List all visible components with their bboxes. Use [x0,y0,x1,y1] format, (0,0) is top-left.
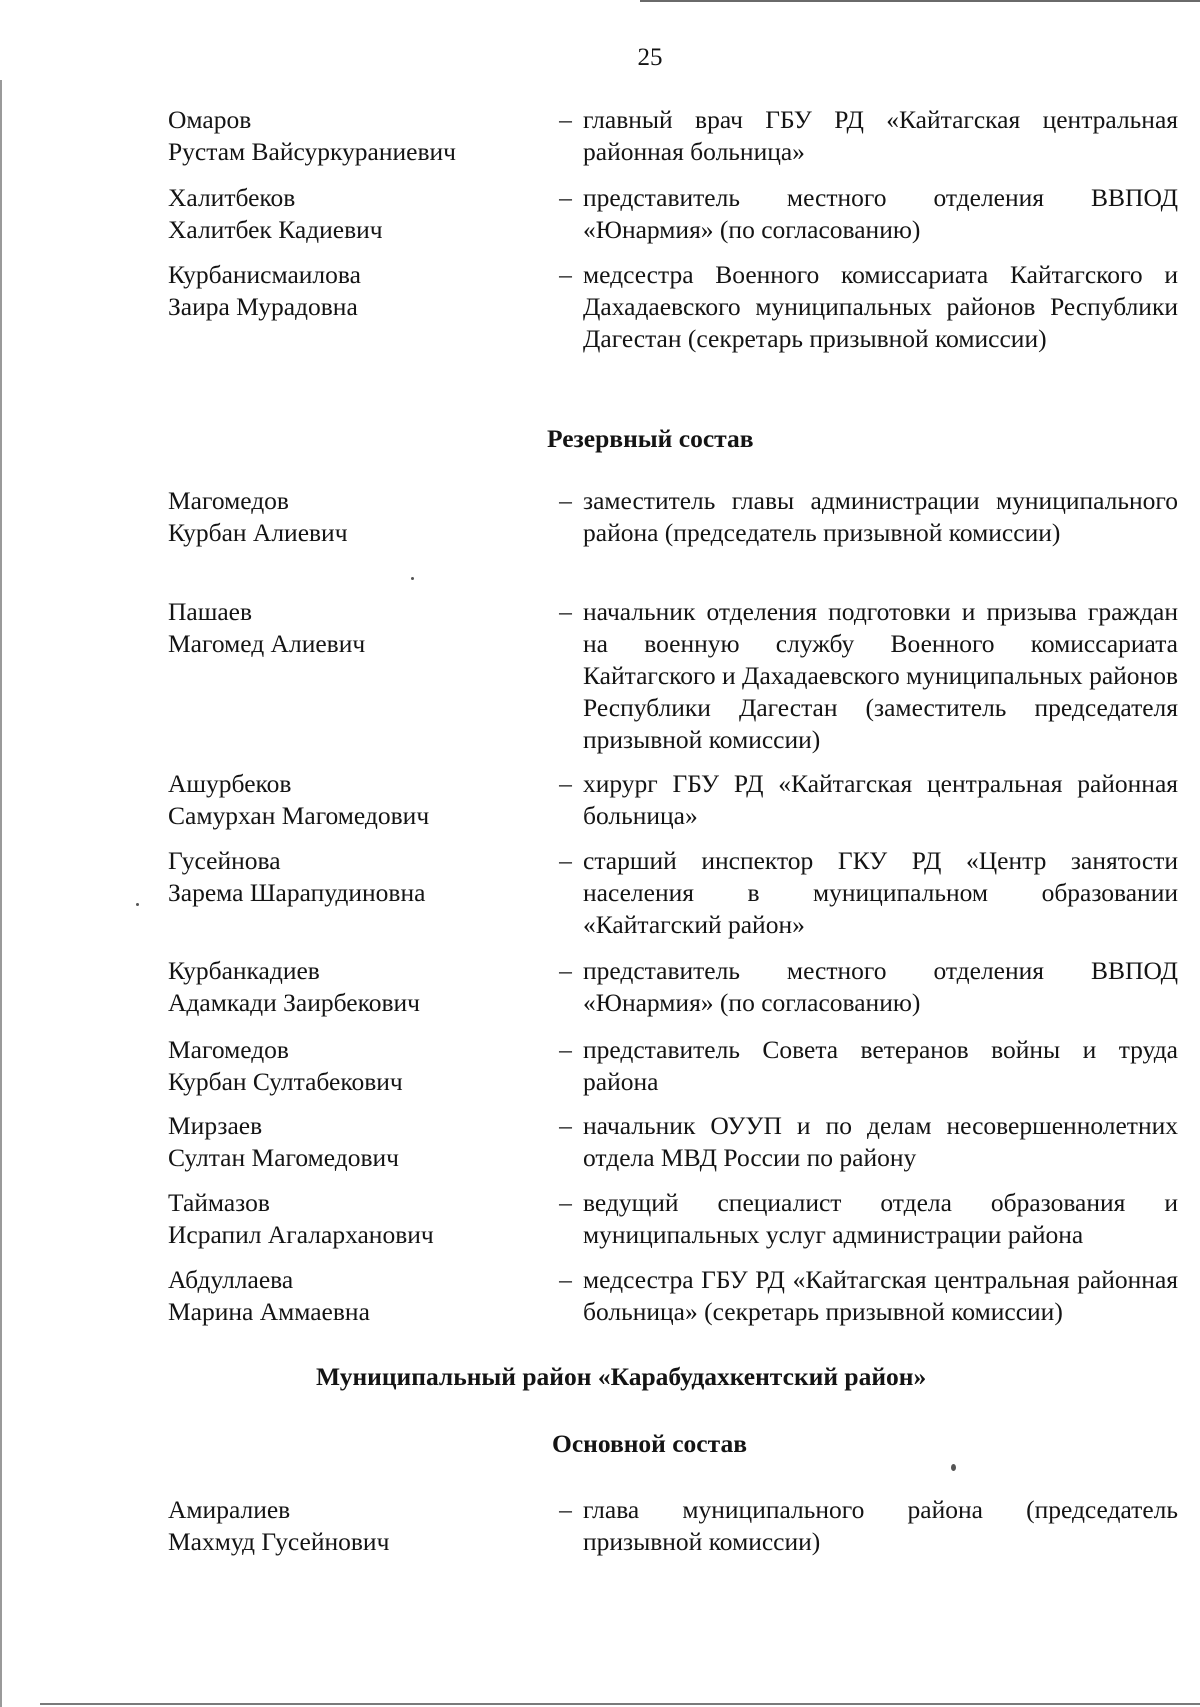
member-role: хирург ГБУ РД «Кайтагская центральная районная больница» [583,769,1178,830]
scan-speck [411,577,414,580]
dash-separator: – [559,846,572,875]
member-surname: Халитбеков [168,183,296,212]
member-name [168,1034,548,1098]
member-entry [168,104,1178,168]
member-entry [168,485,1178,549]
member-role: начальник отделения подготовки и призыва граждан на военную службу Военного комиссариата Кайтагского и Дахадаевского муниципальных районов Республики Дагестан (заместитель председателя призывной комиссии) [583,597,1178,754]
member-entry [168,1187,1178,1251]
member-entry [168,1034,1178,1098]
member-role: заместитель главы администрации муниципального района (председатель призывной комиссии) [583,486,1178,547]
member-given-name: Марина Аммаевна [168,1297,370,1326]
dash-separator: – [559,183,572,212]
member-entry [168,1110,1178,1174]
member-entry [168,1264,1178,1328]
member-name [168,1264,548,1328]
member-surname: Пашаев [168,597,253,626]
member-name [168,845,548,941]
member-given-name: Магомед Алиевич [168,629,366,658]
member-name [168,1110,548,1174]
member-surname: Омаров [168,105,252,134]
member-role: представитель местного отделения ВВПОД «Юнармия» (по согласованию) [583,956,1178,1017]
member-given-name: Исрапил Агаларханович [168,1220,434,1249]
member-surname: Магомедов [168,486,289,515]
member-name [168,1494,548,1558]
member-role: медсестра ГБУ РД «Кайтагская центральная районная больница» (секретарь призывной комиссии) [583,1265,1178,1326]
dash-separator: – [559,1265,572,1294]
dash-separator: – [559,1111,572,1140]
dash-separator: – [559,597,572,626]
district-heading: Муниципальный район «Карабудахкентский район» [316,1362,927,1391]
dash-separator: – [559,486,572,515]
member-given-name: Самурхан Магомедович [168,801,430,830]
member-given-name: Адамкади Заирбекович [168,988,420,1017]
member-role: начальник ОУУП и по делам несовершеннолетних отдела МВД России по району [583,1111,1178,1172]
section-heading-main: Основной состав [552,1429,747,1458]
dash-separator: – [559,105,572,134]
member-surname: Курбанисмаилова [168,260,361,289]
member-role: старший инспектор ГКУ РД «Центр занятости населения в муниципальном образовании «Кайтагский район» [583,846,1178,939]
member-name [168,104,548,168]
member-role: представитель местного отделения ВВПОД «Юнармия» (по согласованию) [583,183,1178,244]
member-given-name: Махмуд Гусейнович [168,1527,390,1556]
member-entry [168,1494,1178,1558]
member-role: ведущий специалист отдела образования и муниципальных услуг администрации района [583,1188,1178,1249]
dash-separator: – [559,1495,572,1524]
member-given-name: Курбан Алиевич [168,518,348,547]
member-surname: Таймазов [168,1188,270,1217]
member-name [168,259,548,355]
page-number: 25 [637,44,663,71]
member-surname: Амиралиев [168,1495,291,1524]
dash-separator: – [559,1035,572,1064]
member-name [168,485,548,549]
member-entry [168,768,1178,832]
scan-speck [136,903,139,906]
member-entry [168,259,1178,355]
dash-separator: – [559,1188,572,1217]
dash-separator: – [559,769,572,798]
member-surname: Гусейнова [168,846,281,875]
member-role: медсестра Военного комиссариата Кайтагского и Дахадаевского муниципальных районов Республики Дагестан (секретарь призывной комиссии) [583,260,1178,353]
member-name [168,596,548,756]
member-given-name: Заира Мурадовна [168,292,358,321]
member-given-name: Рустам Вайсуркураниевич [168,137,456,166]
scan-speck [951,1464,956,1471]
member-role: представитель Совета ветеранов войны и труда района [583,1035,1178,1096]
section-heading-reserve: Резервный состав [547,424,754,453]
member-role: глава муниципального района (председатель призывной комиссии) [583,1495,1178,1556]
member-entry [168,182,1178,246]
member-entry [168,845,1178,941]
member-entry [168,955,1178,1019]
member-given-name: Зарема Шарапудиновна [168,878,426,907]
member-surname: Абдуллаева [168,1265,294,1294]
member-surname: Мирзаев [168,1111,263,1140]
member-given-name: Султан Магомедович [168,1143,399,1172]
member-surname: Магомедов [168,1035,289,1064]
member-role: главный врач ГБУ РД «Кайтагская центральная районная больница» [583,105,1178,166]
dash-separator: – [559,260,572,289]
member-surname: Ашурбеков [168,769,292,798]
member-surname: Курбанкадиев [168,956,320,985]
member-name [168,1187,548,1251]
member-name [168,955,548,1019]
member-name [168,182,548,246]
member-name [168,768,548,832]
member-given-name: Курбан Султабекович [168,1067,403,1096]
member-entry [168,596,1178,756]
dash-separator: – [559,956,572,985]
member-given-name: Халитбек Кадиевич [168,215,383,244]
